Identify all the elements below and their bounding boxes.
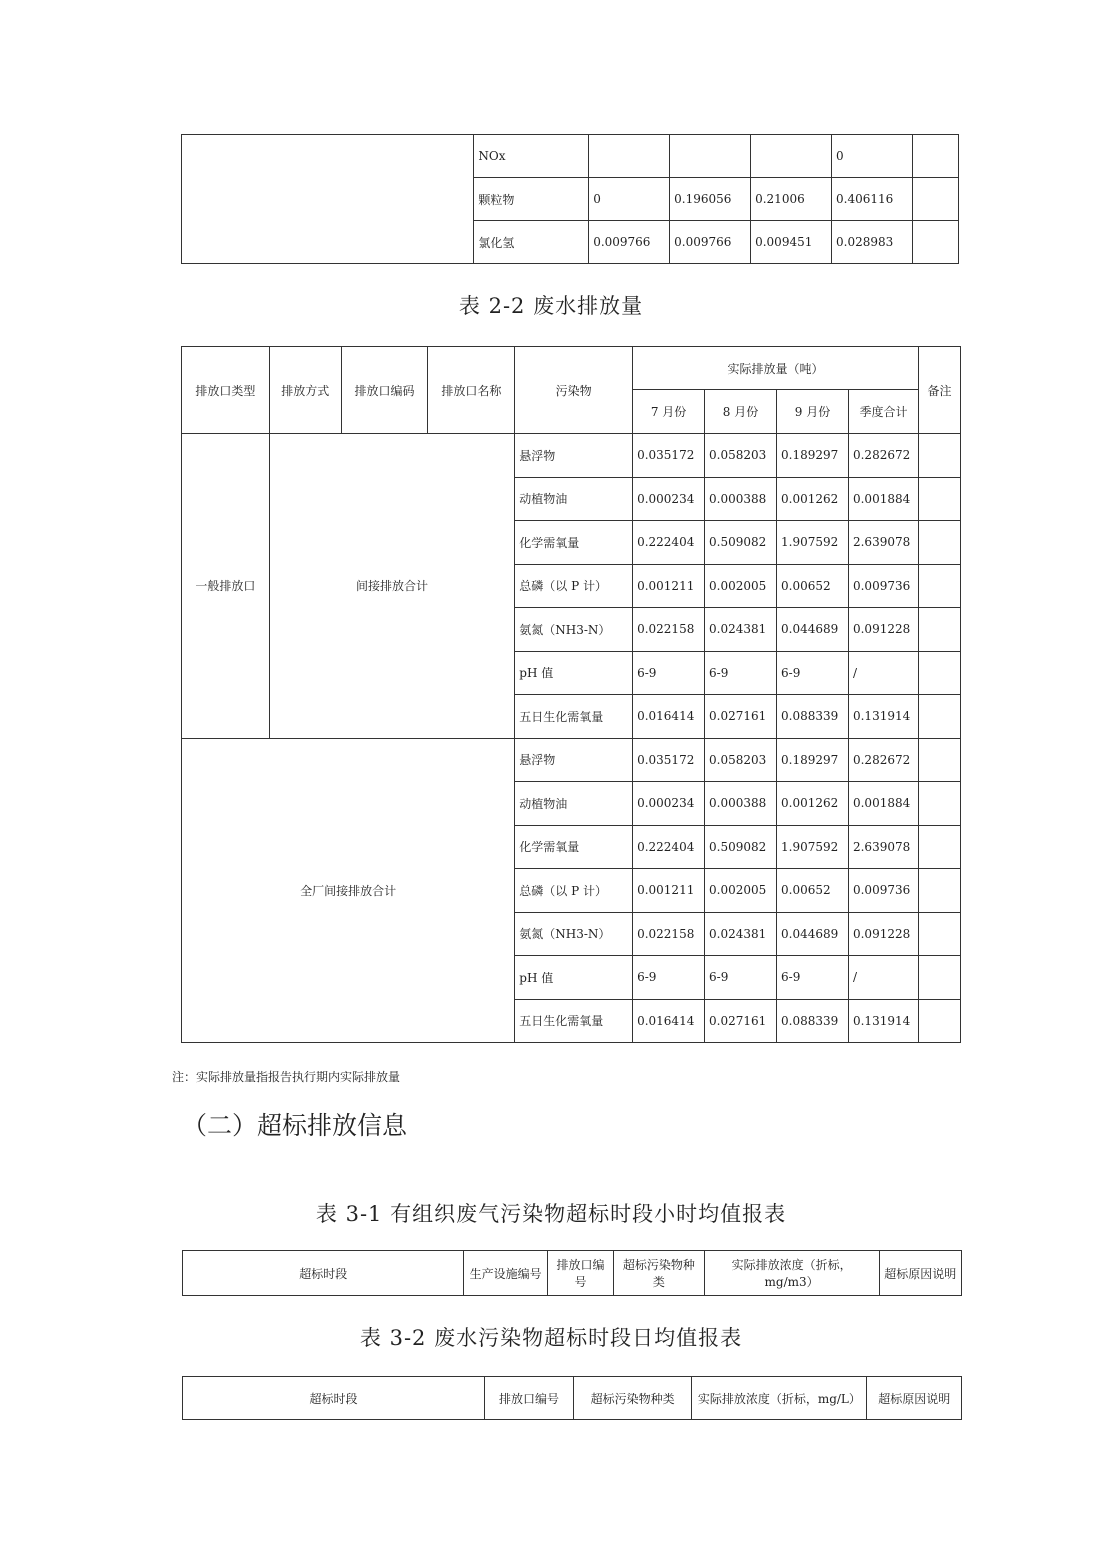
table-row — [182, 738, 961, 782]
remark-cell — [918, 825, 960, 869]
value-cell: 0.002005 — [705, 869, 777, 913]
remark-cell — [918, 956, 960, 1000]
remark-cell — [918, 521, 960, 565]
header-method: 排放方式 — [269, 347, 341, 434]
value-cell: 0.509082 — [705, 825, 777, 869]
header-actual: 实际排放量（吨） — [633, 347, 919, 390]
value-cell: 0.009451 — [751, 221, 832, 264]
value-cell — [670, 135, 751, 178]
value-cell: 0.027161 — [705, 695, 777, 739]
pollutant-cell: 悬浮物 — [515, 738, 633, 782]
value-cell: 0.035172 — [633, 738, 705, 782]
remark-cell — [918, 999, 960, 1043]
value-cell: 0.21006 — [751, 178, 832, 221]
header-m8: 8 月份 — [705, 390, 777, 434]
value-cell: 0.000234 — [633, 782, 705, 826]
value-cell: 0 — [589, 178, 670, 221]
header-row — [183, 1251, 962, 1296]
table-2-1-continued — [181, 134, 959, 264]
value-cell: 0.000388 — [705, 782, 777, 826]
pollutant-cell: 化学需氧量 — [515, 825, 633, 869]
table-3-1-title: 表 3-1 有组织废气污染物超标时段小时均值报表 — [315, 1202, 787, 1226]
remark-cell — [918, 651, 960, 695]
value-cell: 0 — [832, 135, 913, 178]
table-2-2-title: 表 2-2 废水排放量 — [458, 294, 644, 318]
value-cell: 0.001262 — [777, 782, 849, 826]
header-row — [182, 347, 961, 390]
value-cell: 0.035172 — [633, 434, 705, 478]
header-outlet-code: 排放口编号 — [547, 1251, 613, 1296]
value-cell: 0.189297 — [777, 738, 849, 782]
value-cell: 0.222404 — [633, 825, 705, 869]
remark-cell — [918, 477, 960, 521]
value-cell: 6-9 — [633, 956, 705, 1000]
pollutant-cell: 总磷（以 P 计） — [515, 564, 633, 608]
pollutant-cell: 氨氮（NH3-N） — [515, 912, 633, 956]
value-cell: 0.009766 — [589, 221, 670, 264]
value-cell: 0.001211 — [633, 564, 705, 608]
value-cell: 0.131914 — [848, 695, 918, 739]
pollutant-cell: 动植物油 — [515, 477, 633, 521]
value-cell: 0.406116 — [832, 178, 913, 221]
header-reason: 超标原因说明 — [867, 1377, 962, 1420]
table-3-2-title: 表 3-2 废水污染物超标时段日均值报表 — [359, 1326, 743, 1350]
value-cell: 0.024381 — [705, 912, 777, 956]
value-cell: 0.058203 — [705, 434, 777, 478]
value-cell: 6-9 — [777, 651, 849, 695]
header-outlet-code: 排放口编号 — [484, 1377, 573, 1420]
header-m7: 7 月份 — [633, 390, 705, 434]
header-actual-concentration: 实际排放浓度（折标，mg/m3） — [704, 1251, 879, 1296]
remark-cell — [918, 912, 960, 956]
remark-cell — [918, 608, 960, 652]
plant-total-label-cell: 全厂间接排放合计 — [182, 738, 515, 1043]
value-cell: 0.022158 — [633, 912, 705, 956]
table-row — [182, 135, 959, 178]
remark-cell — [918, 738, 960, 782]
value-cell: 2.639078 — [848, 825, 918, 869]
value-cell: 0.058203 — [705, 738, 777, 782]
value-cell: 0.189297 — [777, 434, 849, 478]
header-actual-concentration: 实际排放浓度（折标，mg/L） — [692, 1377, 867, 1420]
value-cell: 1.907592 — [777, 825, 849, 869]
value-cell: 0.088339 — [777, 695, 849, 739]
value-cell: 0.044689 — [777, 912, 849, 956]
pollutant-cell: 氨氮（NH3-N） — [515, 608, 633, 652]
header-total: 季度合计 — [848, 390, 918, 434]
value-cell: 0.091228 — [848, 912, 918, 956]
value-cell: 0.027161 — [705, 999, 777, 1043]
value-cell: 0.028983 — [832, 221, 913, 264]
header-pollutant: 污染物 — [515, 347, 633, 434]
value-cell — [751, 135, 832, 178]
header-row — [183, 1377, 962, 1420]
section-heading: （二）超标排放信息 — [182, 1111, 408, 1140]
value-cell: 6-9 — [705, 651, 777, 695]
remark-cell — [918, 564, 960, 608]
value-cell: 0.000388 — [705, 477, 777, 521]
value-cell: 0.024381 — [705, 608, 777, 652]
header-outlet-type: 排放口类型 — [182, 347, 270, 434]
table-3-1 — [182, 1250, 962, 1296]
remark-cell — [913, 135, 959, 178]
value-cell: 2.639078 — [848, 521, 918, 565]
value-cell: 0.016414 — [633, 999, 705, 1043]
outlet-type-cell: 一般排放口 — [182, 434, 270, 739]
header-outlet-name: 排放口名称 — [428, 347, 515, 434]
pollutant-cell: pH 值 — [515, 956, 633, 1000]
pollutant-cell: 五日生化需氧量 — [515, 695, 633, 739]
value-cell: 0.009736 — [848, 564, 918, 608]
value-cell: 0.131914 — [848, 999, 918, 1043]
value-cell: 0.016414 — [633, 695, 705, 739]
value-cell: 0.088339 — [777, 999, 849, 1043]
value-cell: 0.509082 — [705, 521, 777, 565]
remark-cell — [918, 434, 960, 478]
group-label-cell: 间接排放合计 — [269, 434, 514, 739]
pollutant-cell: 动植物油 — [515, 782, 633, 826]
header-reason: 超标原因说明 — [879, 1251, 961, 1296]
header-m9: 9 月份 — [777, 390, 849, 434]
value-cell: 0.001262 — [777, 477, 849, 521]
value-cell — [589, 135, 670, 178]
value-cell: 0.044689 — [777, 608, 849, 652]
value-cell: / — [848, 651, 918, 695]
remark-cell — [913, 221, 959, 264]
pollutant-cell: 化学需氧量 — [515, 521, 633, 565]
pollutant-cell: 颗粒物 — [474, 178, 589, 221]
header-pollutant-type: 超标污染物种类 — [574, 1377, 692, 1420]
value-cell: / — [848, 956, 918, 1000]
remark-cell — [918, 869, 960, 913]
pollutant-cell: NOx — [474, 135, 589, 178]
remark-cell — [918, 695, 960, 739]
value-cell: 0.222404 — [633, 521, 705, 565]
header-outlet-code: 排放口编码 — [341, 347, 428, 434]
pollutant-cell: pH 值 — [515, 651, 633, 695]
merged-cell — [182, 135, 474, 264]
table-row — [182, 434, 961, 478]
remark-cell — [918, 782, 960, 826]
value-cell: 0.001884 — [848, 477, 918, 521]
value-cell: 6-9 — [633, 651, 705, 695]
pollutant-cell: 悬浮物 — [515, 434, 633, 478]
value-cell: 0.091228 — [848, 608, 918, 652]
header-exceed-period: 超标时段 — [183, 1377, 485, 1420]
pollutant-cell: 氯化氢 — [474, 221, 589, 264]
value-cell: 0.282672 — [848, 434, 918, 478]
value-cell: 0.009736 — [848, 869, 918, 913]
table-2-2 — [181, 346, 961, 1043]
header-facility-code: 生产设施编号 — [464, 1251, 547, 1296]
value-cell: 0.196056 — [670, 178, 751, 221]
value-cell: 0.00652 — [777, 564, 849, 608]
value-cell: 0.000234 — [633, 477, 705, 521]
value-cell: 0.022158 — [633, 608, 705, 652]
remark-cell — [913, 178, 959, 221]
header-remark: 备注 — [918, 347, 960, 434]
value-cell: 0.001884 — [848, 782, 918, 826]
value-cell: 0.001211 — [633, 869, 705, 913]
value-cell: 0.002005 — [705, 564, 777, 608]
value-cell: 0.009766 — [670, 221, 751, 264]
pollutant-cell: 总磷（以 P 计） — [515, 869, 633, 913]
value-cell: 6-9 — [705, 956, 777, 1000]
value-cell: 0.00652 — [777, 869, 849, 913]
header-pollutant-type: 超标污染物种类 — [614, 1251, 704, 1296]
table-3-2 — [182, 1376, 962, 1420]
value-cell: 6-9 — [777, 956, 849, 1000]
table-note: 注：实际排放量指报告执行期内实际排放量 — [172, 1070, 401, 1084]
pollutant-cell: 五日生化需氧量 — [515, 999, 633, 1043]
header-exceed-period: 超标时段 — [183, 1251, 464, 1296]
value-cell: 0.282672 — [848, 738, 918, 782]
value-cell: 1.907592 — [777, 521, 849, 565]
